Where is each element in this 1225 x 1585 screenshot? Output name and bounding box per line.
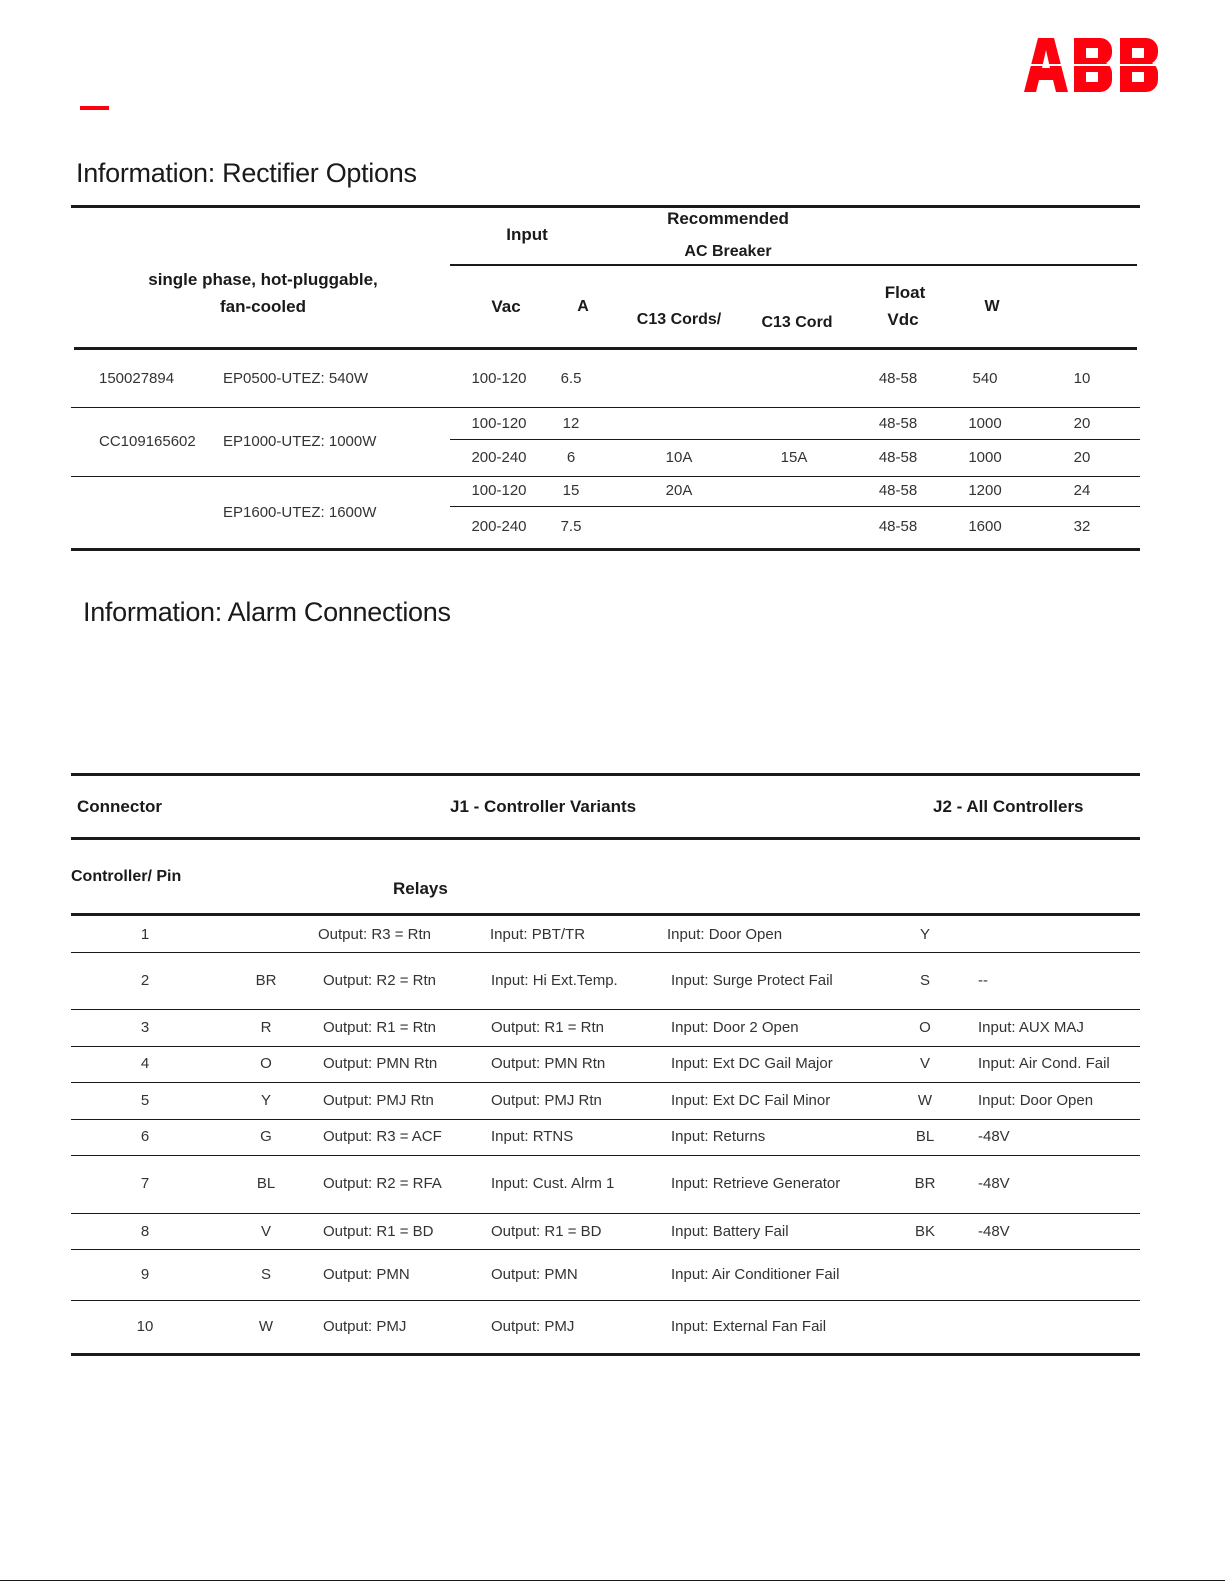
rectifier-row-rule — [450, 506, 1140, 507]
alarm-header-rule — [71, 837, 1140, 840]
rectifier-section-title: Information: Rectifier Options — [76, 158, 417, 188]
alarm-row-rule — [71, 1009, 1140, 1010]
header-connector: Connector — [77, 797, 162, 816]
abb-logo — [1024, 38, 1164, 92]
rectifier-row-rule — [71, 407, 1140, 408]
cell-c13-cord: 15A — [780, 449, 808, 466]
cell-vdc: 48-58 — [878, 518, 918, 535]
cell-pin: 5 — [140, 1092, 150, 1109]
alarm-row-rule — [71, 1249, 1140, 1250]
cell-vdc: 48-58 — [878, 449, 918, 466]
alarm-top-rule — [71, 773, 1140, 776]
cell-j2-pin: V — [919, 1055, 931, 1072]
cell-variant-a: Output: R1 = Rtn — [491, 1019, 604, 1036]
cell-a: 6 — [566, 449, 576, 466]
cell-j2-function: -48V — [978, 1223, 1010, 1240]
cell-j2-function: Input: AUX MAJ — [978, 1019, 1084, 1036]
alarm-row-rule — [71, 1155, 1140, 1156]
cell-wire-color: Y — [260, 1092, 272, 1109]
cell-j2-function: -- — [978, 972, 988, 989]
cell-wire-color: W — [258, 1318, 274, 1335]
cell-variant-b: Input: Retrieve Generator — [671, 1175, 841, 1192]
product-model: EP1600-UTEZ: 1600W — [223, 504, 377, 521]
rectifier-row-rule — [71, 476, 1140, 477]
cell-j2-function: Input: Air Cond. Fail — [978, 1055, 1110, 1072]
cell-variant-b: Input: Surge Protect Fail — [671, 972, 833, 989]
cell-j2-pin: S — [919, 972, 931, 989]
cell-vdc: 48-58 — [878, 370, 918, 387]
cell-relay: Output: R2 = RFA — [323, 1175, 442, 1192]
rectifier-top-rule — [71, 205, 1140, 208]
cell-j2-function: -48V — [978, 1128, 1010, 1145]
header-c13-cords: C13 Cords/ — [636, 311, 722, 328]
cell-relay: Output: PMN — [323, 1266, 410, 1283]
cell-pin: 2 — [140, 972, 150, 989]
cell-vac: 100-120 — [471, 370, 527, 387]
alarm-section-title: Information: Alarm Connections — [83, 597, 451, 627]
cell-pin: 6 — [140, 1128, 150, 1145]
cell-variant-b: Input: Door 2 Open — [671, 1019, 799, 1036]
cell-vac: 200-240 — [471, 449, 527, 466]
product-model: EP0500-UTEZ: 540W — [223, 370, 369, 387]
cell-variant-b: Input: Battery Fail — [671, 1223, 789, 1240]
cell-vac: 100-120 — [471, 415, 527, 432]
cell-variant-b: Input: Returns — [671, 1128, 766, 1145]
cell-j2-pin: BL — [915, 1128, 935, 1145]
cell-wire-color: S — [260, 1266, 272, 1283]
cell-variant-b: Input: Ext DC Gail Major — [671, 1055, 833, 1072]
cell-j2-pin: W — [917, 1092, 933, 1109]
page-bottom-rule — [0, 1580, 1225, 1581]
cell-variant-b: Input: Door Open — [667, 926, 783, 943]
cell-c13-cords: 20A — [665, 482, 693, 499]
header-j1: J1 - Controller Variants — [450, 797, 637, 816]
cell-relay: Output: R3 = Rtn — [318, 926, 431, 943]
cell-a: 12 — [562, 415, 580, 432]
cell-last: 10 — [1073, 370, 1091, 387]
cell-variant-b: Input: Air Conditioner Fail — [671, 1266, 840, 1283]
cell-relay: Output: R1 = Rtn — [323, 1019, 436, 1036]
rectifier-desc-line1: single phase, hot-pluggable, — [148, 270, 378, 289]
header-j2: J2 - All Controllers — [933, 797, 1084, 816]
cell-j2-function: Input: Door Open — [978, 1092, 1094, 1109]
header-vdc: Vdc — [887, 310, 919, 329]
alarm-row-rule — [71, 1046, 1140, 1047]
cell-variant-a: Input: Cust. Alrm 1 — [491, 1175, 615, 1192]
cell-vdc: 48-58 — [878, 482, 918, 499]
alarm-row-rule — [71, 952, 1140, 953]
cell-relay: Output: PMJ — [323, 1318, 407, 1335]
cell-variant-a: Input: PBT/TR — [490, 926, 586, 943]
alarm-row-rule — [71, 1119, 1140, 1120]
cell-pin: 7 — [140, 1175, 150, 1192]
cell-variant-a: Input: Hi Ext.Temp. — [491, 972, 618, 989]
cell-j2-pin: Y — [919, 926, 931, 943]
cell-wire-color: G — [260, 1128, 272, 1145]
header-a: A — [577, 298, 589, 315]
alarm-subheader-rule — [71, 913, 1140, 916]
cell-wire-color: R — [260, 1019, 272, 1036]
cell-relay: Output: PMN Rtn — [323, 1055, 438, 1072]
cell-relay: Output: R2 = Rtn — [323, 972, 436, 989]
cell-wire-color: O — [260, 1055, 272, 1072]
header-input: Input — [506, 225, 548, 244]
cell-variant-a: Output: PMN — [491, 1266, 578, 1283]
cell-pin: 9 — [140, 1266, 150, 1283]
cell-vac: 200-240 — [471, 518, 527, 535]
rectifier-header-rule — [74, 347, 1137, 350]
cell-variant-a: Input: RTNS — [491, 1128, 574, 1145]
header-relays: Relays — [393, 879, 448, 898]
cell-w: 1000 — [968, 415, 1002, 432]
cell-j2-pin: BK — [914, 1223, 936, 1240]
alarm-row-rule — [71, 1082, 1140, 1083]
rectifier-subheader-rule — [450, 264, 1137, 266]
alarm-row-rule — [71, 1300, 1140, 1301]
cell-relay: Output: R3 = ACF — [323, 1128, 442, 1145]
cell-last: 20 — [1073, 449, 1091, 466]
header-c13-cord: C13 Cord — [761, 314, 833, 331]
alarm-row-rule — [71, 1213, 1140, 1214]
cell-w: 1200 — [968, 482, 1002, 499]
cell-variant-a: Output: R1 = BD — [491, 1223, 602, 1240]
product-code: CC109165602 — [99, 433, 196, 450]
alarm-bottom-rule — [71, 1353, 1140, 1356]
header-controller-pin: Controller/ Pin — [71, 868, 182, 885]
product-code: 150027894 — [99, 370, 175, 387]
cell-j2-pin: BR — [914, 1175, 936, 1192]
cell-wire-color: V — [260, 1223, 272, 1240]
cell-wire-color: BR — [255, 972, 277, 989]
cell-a: 7.5 — [560, 518, 582, 535]
cell-pin: 10 — [136, 1318, 154, 1335]
cell-w: 540 — [972, 370, 998, 387]
header-w: W — [984, 298, 1000, 315]
cell-c13-cords: 10A — [665, 449, 693, 466]
cell-variant-b: Input: External Fan Fail — [671, 1318, 827, 1335]
cell-variant-b: Input: Ext DC Fail Minor — [671, 1092, 831, 1109]
rectifier-desc-line2: fan-cooled — [220, 297, 306, 316]
cell-w: 1000 — [968, 449, 1002, 466]
cell-last: 24 — [1073, 482, 1091, 499]
product-model: EP1000-UTEZ: 1000W — [223, 433, 377, 450]
header-vac: Vac — [491, 297, 521, 316]
rectifier-row-rule — [450, 439, 1140, 440]
cell-j2-pin: O — [919, 1019, 931, 1036]
cell-pin: 4 — [140, 1055, 150, 1072]
cell-vdc: 48-58 — [878, 415, 918, 432]
cell-pin: 3 — [140, 1019, 150, 1036]
cell-pin: 1 — [140, 926, 150, 943]
cell-relay: Output: R1 = BD — [323, 1223, 434, 1240]
cell-wire-color: BL — [256, 1175, 276, 1192]
cell-w: 1600 — [968, 518, 1002, 535]
header-float: Float — [884, 283, 926, 302]
cell-j2-function: -48V — [978, 1175, 1010, 1192]
cell-last: 20 — [1073, 415, 1091, 432]
cell-a: 15 — [562, 482, 580, 499]
cell-relay: Output: PMJ Rtn — [323, 1092, 434, 1109]
rectifier-bottom-rule — [71, 548, 1140, 551]
brand-accent-dash — [80, 106, 109, 110]
cell-variant-a: Output: PMJ Rtn — [491, 1092, 602, 1109]
cell-variant-a: Output: PMJ — [491, 1318, 575, 1335]
header-recommended: Recommended — [667, 209, 789, 228]
header-ac-breaker: AC Breaker — [684, 243, 772, 260]
cell-variant-a: Output: PMN Rtn — [491, 1055, 606, 1072]
cell-vac: 100-120 — [471, 482, 527, 499]
cell-a: 6.5 — [560, 370, 582, 387]
cell-pin: 8 — [140, 1223, 150, 1240]
cell-last: 32 — [1073, 518, 1091, 535]
